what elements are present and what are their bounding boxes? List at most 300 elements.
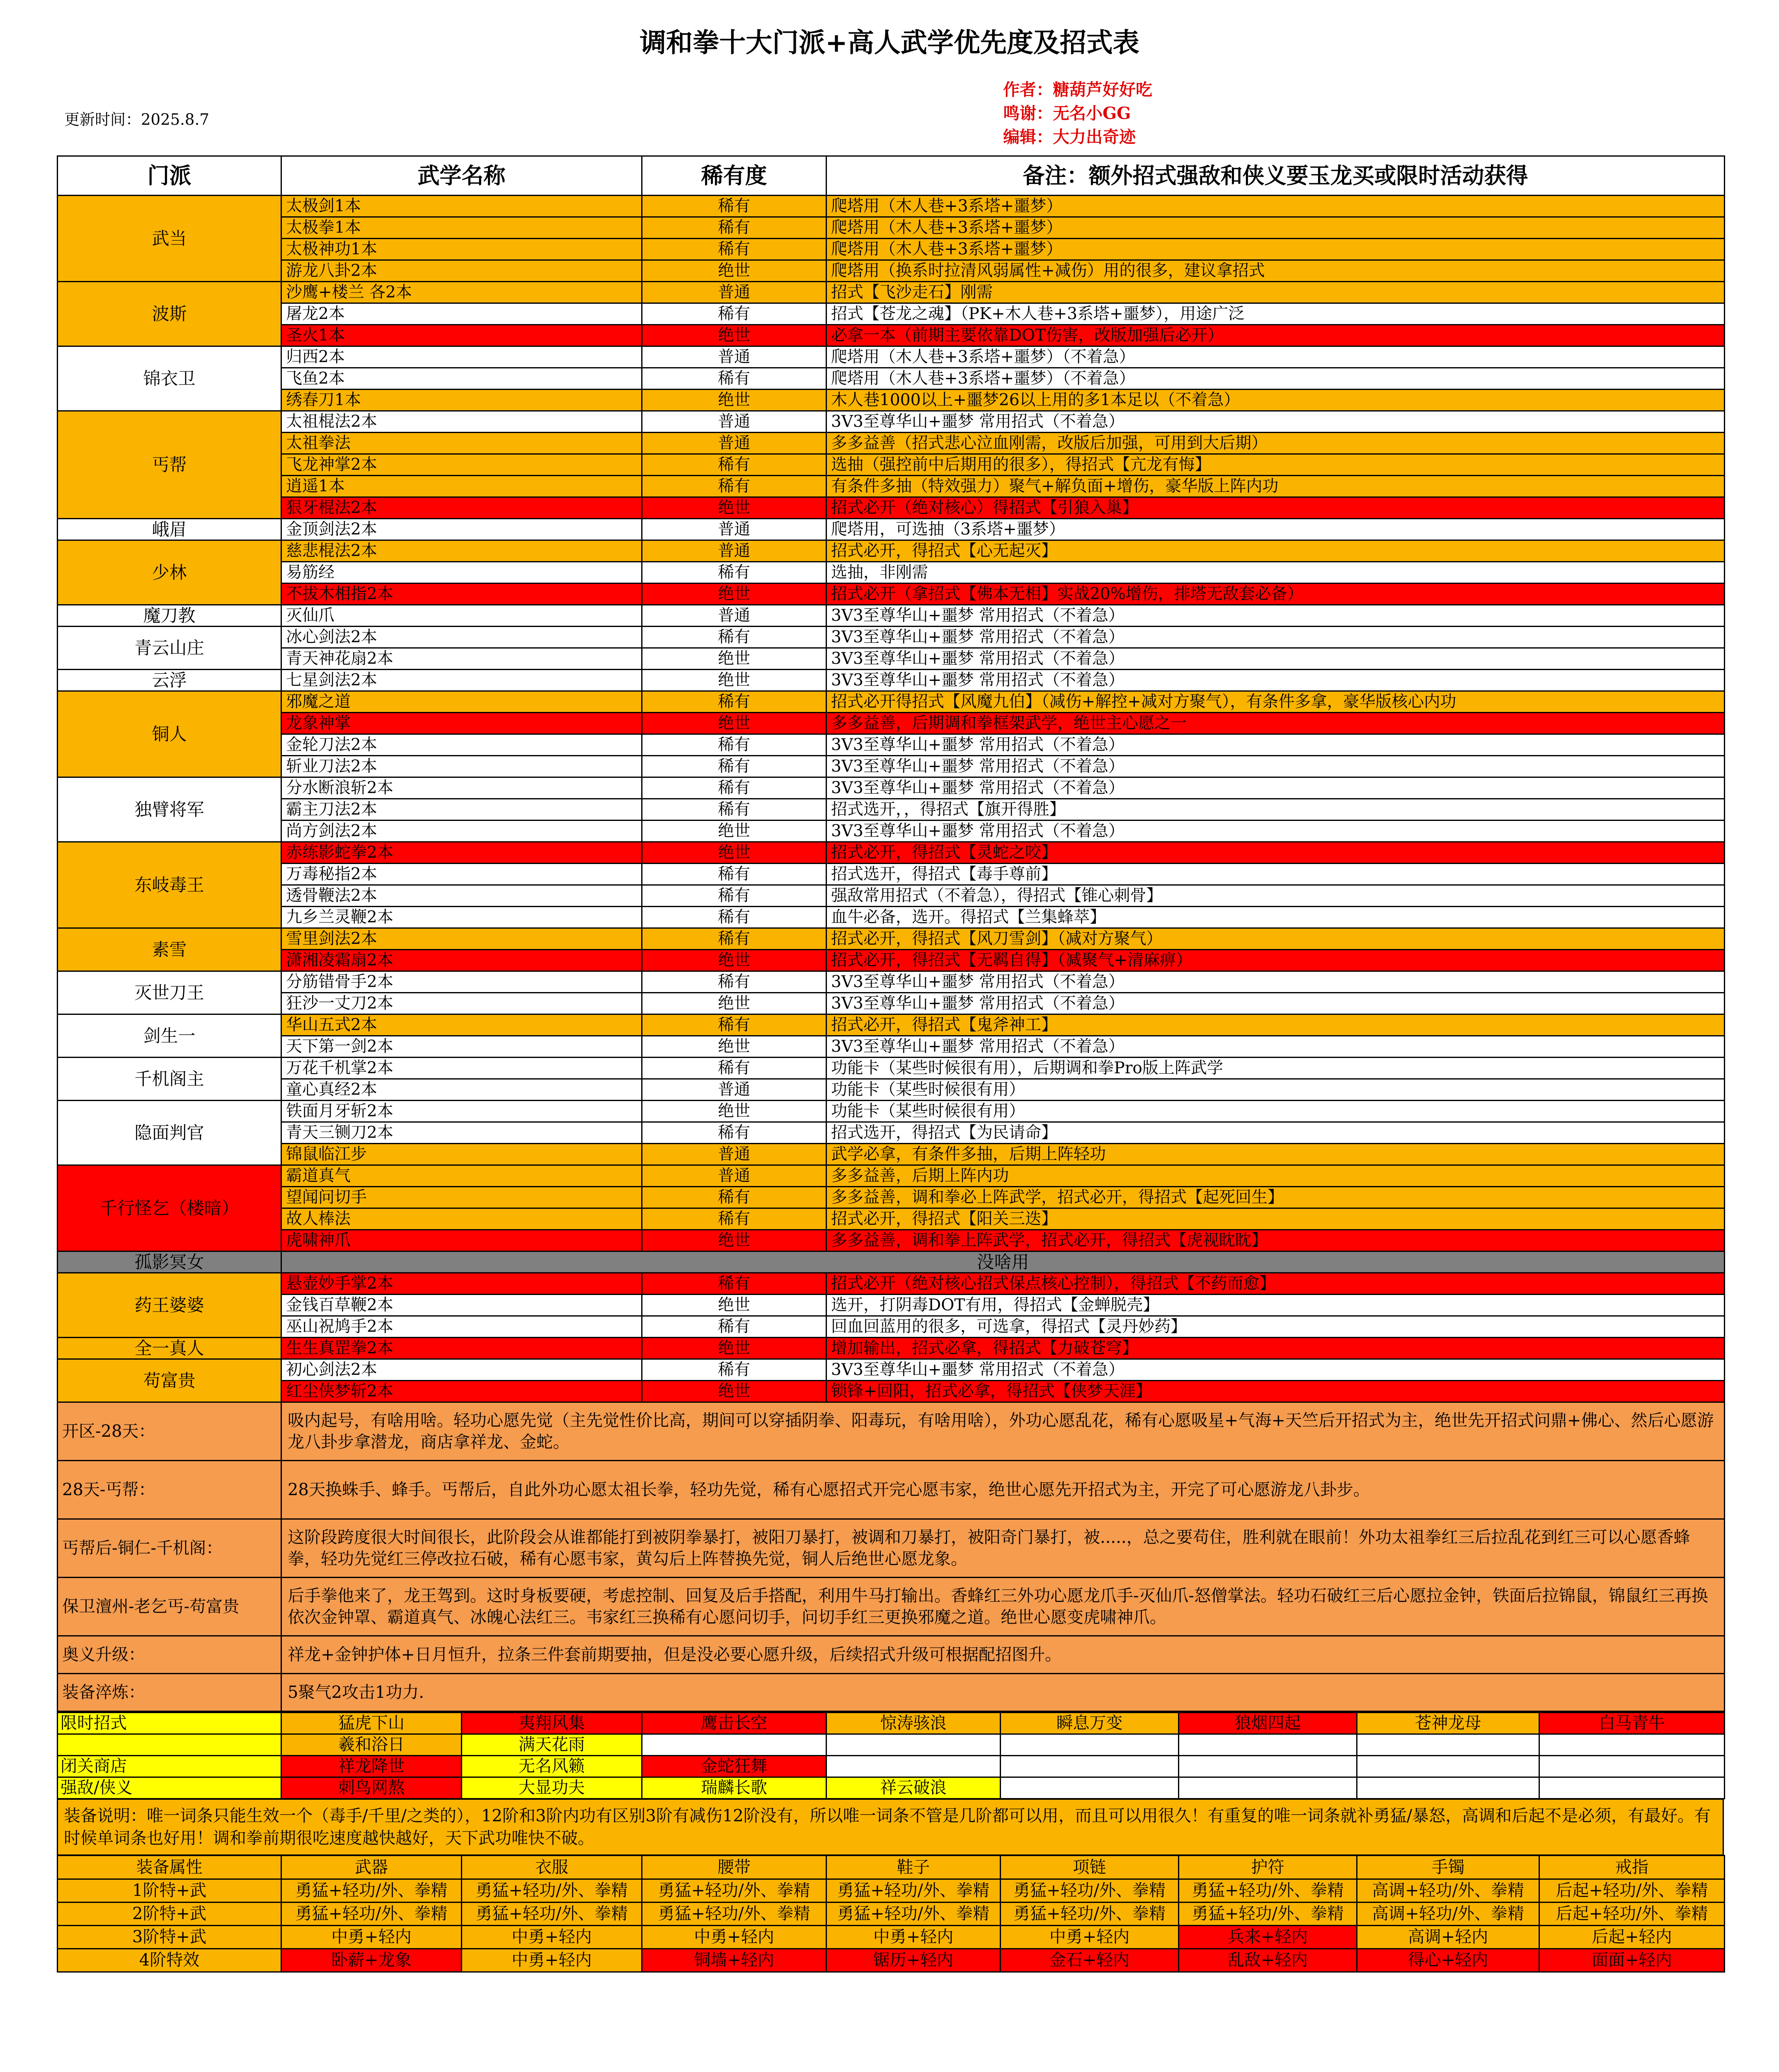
sect-name: 锦衣卫 xyxy=(58,346,281,411)
skill-rarity: 绝世 xyxy=(642,1036,826,1058)
limited-move: 刺鸟网熬 xyxy=(281,1777,462,1799)
strategy-label: 28天-丐帮： xyxy=(58,1461,281,1519)
table-row xyxy=(58,777,1725,799)
skill-note: 选抽，非刚需 xyxy=(826,562,1725,583)
skill-name: 分水断浪斩2本 xyxy=(281,777,642,799)
table-row xyxy=(58,1122,1725,1144)
skill-rarity: 稀有 xyxy=(642,1208,826,1230)
table-row xyxy=(58,368,1725,390)
skill-rarity: 普通 xyxy=(642,1165,826,1187)
limited-row xyxy=(58,1713,1725,1734)
table-row xyxy=(58,1295,1725,1316)
skill-rarity: 稀有 xyxy=(642,734,826,756)
skill-rarity: 稀有 xyxy=(642,239,826,260)
skill-name: 锦鼠临江步 xyxy=(281,1144,642,1165)
table-row xyxy=(58,282,1725,303)
table-row xyxy=(58,907,1725,928)
skill-rarity: 绝世 xyxy=(642,648,826,670)
skill-name: 邪魔之道 xyxy=(281,691,642,713)
skill-rarity: 稀有 xyxy=(642,1058,826,1079)
table-row xyxy=(58,734,1725,756)
sect-name: 少林 xyxy=(58,540,281,605)
skill-name: 不拔木相指2本 xyxy=(281,583,642,605)
table-row xyxy=(58,411,1725,433)
skill-rarity: 稀有 xyxy=(642,907,826,928)
skill-name: 赤练影蛇拳2本 xyxy=(281,842,642,864)
equip-header-slot: 手镯 xyxy=(1357,1856,1539,1879)
equip-affix: 勇猛+轻功/外、拳精 xyxy=(281,1903,462,1926)
strategy-text: 祥龙+金钟护体+日月恒升，拉条三件套前期要抽，但是没必要心愿升级，后续招式升级可根据配招图升。 xyxy=(281,1636,1725,1674)
sect-name: 千机阁主 xyxy=(58,1058,281,1101)
equip-affix: 勇猛+轻功/外、拳精 xyxy=(826,1903,1001,1926)
equip-tier-label: 2阶特+武 xyxy=(58,1903,281,1926)
equip-row xyxy=(58,1949,1725,1972)
skill-note: 3V3至尊华山+噩梦 常用招式（不着急） xyxy=(826,971,1725,993)
equip-header-attr: 装备属性 xyxy=(58,1856,281,1879)
skill-note: 招式必开，得招式【阳关三迭】 xyxy=(826,1208,1725,1230)
equip-table xyxy=(57,1855,1725,1973)
skill-note: 必拿一本（前期主要依靠DOT伤害，改版加强后必开） xyxy=(826,325,1725,346)
skill-name: 潇湘凌霜扇2本 xyxy=(281,950,642,971)
table-row xyxy=(58,885,1725,907)
equip-affix: 勇猛+轻功/外、拳精 xyxy=(1179,1903,1357,1926)
strategy-label: 开区-28天： xyxy=(58,1402,281,1461)
equip-affix: 兵来+轻内 xyxy=(1179,1926,1357,1949)
skill-name: 金轮刀法2本 xyxy=(281,734,642,756)
strategy-text: 吸内起号，有啥用啥。轻功心愿先觉（主先觉性价比高，期间可以穿插阴拳、阳毒玩，有啥用啥），外功心愿乱花，稀有心愿吸星+气海+天竺后开招式为主，绝世先开招式问鼎+佛心、然后心愿游龙八卦步拿潜龙，商店拿祥龙、金蛇。 xyxy=(281,1402,1725,1461)
skill-rarity: 普通 xyxy=(642,346,826,368)
skill-name: 太极神功1本 xyxy=(281,239,642,260)
equip-tier-label: 1阶特+武 xyxy=(58,1879,281,1903)
limited-move: 苍神龙母 xyxy=(1357,1713,1539,1734)
equip-body xyxy=(58,1856,1725,1972)
skill-name: 铁面月牙斩2本 xyxy=(281,1101,642,1122)
table-row xyxy=(58,950,1725,971)
skill-note: 3V3至尊华山+噩梦 常用招式（不着急） xyxy=(826,1036,1725,1058)
limited-move xyxy=(1179,1734,1357,1756)
limited-move xyxy=(1001,1756,1179,1777)
skill-note: 3V3至尊华山+噩梦 常用招式（不着急） xyxy=(826,734,1725,756)
limited-move: 羲和浴日 xyxy=(281,1734,462,1756)
skill-rarity: 稀有 xyxy=(642,885,826,907)
equip-affix: 勇猛+轻功/外、拳精 xyxy=(826,1879,1001,1903)
header-note: 备注：额外招式强敌和侠义要玉龙买或限时活动获得 xyxy=(826,156,1725,196)
skill-rarity: 普通 xyxy=(642,540,826,562)
limited-move: 惊涛骇浪 xyxy=(826,1713,1001,1734)
equip-tier-label: 3阶特+武 xyxy=(58,1926,281,1949)
sect-note: 没啥用 xyxy=(281,1251,1725,1273)
skill-rarity: 稀有 xyxy=(642,1014,826,1036)
skill-rarity: 普通 xyxy=(642,433,826,454)
equip-header-row xyxy=(58,1856,1725,1879)
strategy-label: 奥义升级： xyxy=(58,1636,281,1674)
limited-move: 瞬息万变 xyxy=(1001,1713,1179,1734)
skill-note: 爬塔用（木人巷+3系塔+噩梦） xyxy=(826,196,1725,217)
table-row xyxy=(58,433,1725,454)
sect-name: 峨眉 xyxy=(58,519,281,540)
skill-rarity: 稀有 xyxy=(642,928,826,950)
skill-note: 有条件多抽（特效强力）聚气+解负面+增伤，豪华版上阵内功 xyxy=(826,476,1725,497)
table-row xyxy=(58,562,1725,583)
equip-affix: 后起+轻内 xyxy=(1539,1926,1725,1949)
limited-move: 鹰击长空 xyxy=(642,1713,826,1734)
skill-name: 霸主刀法2本 xyxy=(281,799,642,821)
skill-rarity: 普通 xyxy=(642,605,826,627)
table-row xyxy=(58,864,1725,885)
sect-name: 千行怪乞（楼暗） xyxy=(58,1165,281,1251)
strategy-row xyxy=(58,1636,1725,1674)
table-row xyxy=(58,1014,1725,1036)
skill-name: 青天神花扇2本 xyxy=(281,648,642,670)
skill-name: 金钱百草鞭2本 xyxy=(281,1295,642,1316)
credits xyxy=(1003,78,1152,149)
equip-affix: 后起+轻功/外、拳精 xyxy=(1539,1879,1725,1903)
skill-rarity: 绝世 xyxy=(642,260,826,282)
sect-name: 隐面判官 xyxy=(58,1101,281,1165)
limited-move: 狼烟四起 xyxy=(1179,1713,1357,1734)
skill-rarity: 稀有 xyxy=(642,1359,826,1381)
limited-label: 强敌/侠义 xyxy=(58,1777,281,1799)
skill-rarity: 稀有 xyxy=(642,864,826,885)
equip-header-slot: 衣服 xyxy=(462,1856,642,1879)
header-sect: 门派 xyxy=(58,156,281,196)
strategy-row xyxy=(58,1519,1725,1578)
equip-affix: 高调+轻功/外、拳精 xyxy=(1357,1903,1539,1926)
skill-name: 灭仙爪 xyxy=(281,605,642,627)
skill-note: 功能卡（某些时候很有用），后期调和拳Pro版上阵武学 xyxy=(826,1058,1725,1079)
table-row xyxy=(58,971,1725,993)
sect-name: 波斯 xyxy=(58,282,281,346)
limited-move xyxy=(1001,1777,1179,1799)
table-row xyxy=(58,1381,1725,1402)
skill-note: 功能卡（某些时候很有用） xyxy=(826,1079,1725,1101)
equip-header-slot: 护符 xyxy=(1179,1856,1357,1879)
skill-rarity: 稀有 xyxy=(642,217,826,239)
skill-name: 飞龙神掌2本 xyxy=(281,454,642,476)
sect-name: 独臂将军 xyxy=(58,777,281,842)
skill-note: 爬塔用，可选抽（3系塔+噩梦） xyxy=(826,519,1725,540)
limited-row xyxy=(58,1777,1725,1799)
skill-rarity: 稀有 xyxy=(642,562,826,583)
strategy-row xyxy=(58,1674,1725,1711)
credit-thanks: 鸣谢：无名小GG xyxy=(1003,104,1131,123)
equip-affix: 中勇+轻内 xyxy=(1001,1926,1179,1949)
table-body xyxy=(58,196,1725,1711)
table-row xyxy=(58,756,1725,777)
skill-note: 招式选开，，得招式【旗开得胜】 xyxy=(826,799,1725,821)
skill-name: 九乡兰灵鞭2本 xyxy=(281,907,642,928)
table-header-row xyxy=(58,156,1725,196)
table-row xyxy=(58,497,1725,519)
skill-name: 太祖棍法2本 xyxy=(281,411,642,433)
skill-name: 万花千机掌2本 xyxy=(281,1058,642,1079)
skill-name: 斩业刀法2本 xyxy=(281,756,642,777)
skill-rarity: 绝世 xyxy=(642,1338,826,1359)
skill-note: 血牛必备，选开。得招式【兰集蜂萃】 xyxy=(826,907,1725,928)
skill-name: 太极剑1本 xyxy=(281,196,642,217)
limited-moves-body xyxy=(58,1713,1725,1799)
skill-rarity: 稀有 xyxy=(642,1187,826,1208)
skill-rarity: 稀有 xyxy=(642,368,826,390)
table-row xyxy=(58,713,1725,734)
skill-name: 慈悲棍法2本 xyxy=(281,540,642,562)
skill-note: 爬塔用（木人巷+3系塔+噩梦） xyxy=(826,217,1725,239)
strategy-row xyxy=(58,1402,1725,1461)
table-row xyxy=(58,1165,1725,1187)
limited-move xyxy=(826,1756,1001,1777)
limited-move xyxy=(826,1734,1001,1756)
limited-move: 猛虎下山 xyxy=(281,1713,462,1734)
skill-rarity: 稀有 xyxy=(642,454,826,476)
sect-name: 云浮 xyxy=(58,670,281,691)
skill-note: 招式【飞沙走石】刚需 xyxy=(826,282,1725,303)
equip-affix: 后起+轻功/外、拳精 xyxy=(1539,1903,1725,1926)
limited-label xyxy=(58,1734,281,1756)
skill-note: 3V3至尊华山+噩梦 常用招式（不着急） xyxy=(826,411,1725,433)
equip-affix: 中勇+轻内 xyxy=(462,1949,642,1972)
skill-note: 招式必开，得招式【风刀雪剑】（减对方聚气） xyxy=(826,928,1725,950)
skill-rarity: 稀有 xyxy=(642,1273,826,1295)
skill-name: 太极拳1本 xyxy=(281,217,642,239)
skill-note: 增加输出，招式必拿，得招式【力破苍穹】 xyxy=(826,1338,1725,1359)
skill-name: 龙象神掌 xyxy=(281,713,642,734)
equip-row xyxy=(58,1879,1725,1903)
equip-affix: 面面+轻内 xyxy=(1539,1949,1725,1972)
skill-name: 七星剑法2本 xyxy=(281,670,642,691)
equip-affix: 中勇+轻内 xyxy=(826,1926,1001,1949)
skill-name: 屠龙2本 xyxy=(281,303,642,325)
skill-name: 红尘侠梦斩2本 xyxy=(281,1381,642,1402)
skill-name: 虎啸神爪 xyxy=(281,1230,642,1251)
equip-header-slot: 戒指 xyxy=(1539,1856,1725,1879)
table-row xyxy=(58,648,1725,670)
skill-name: 金顶剑法2本 xyxy=(281,519,642,540)
skill-name: 游龙八卦2本 xyxy=(281,260,642,282)
sect-name: 灭世刀王 xyxy=(58,971,281,1014)
limited-row xyxy=(58,1756,1725,1777)
limited-move xyxy=(642,1734,826,1756)
skill-name: 天下第一剑2本 xyxy=(281,1036,642,1058)
skill-name: 易筋经 xyxy=(281,562,642,583)
skill-name: 童心真经2本 xyxy=(281,1079,642,1101)
limited-move: 满天花雨 xyxy=(462,1734,642,1756)
skill-rarity: 普通 xyxy=(642,282,826,303)
skill-rarity: 绝世 xyxy=(642,1101,826,1122)
equip-affix: 中勇+轻内 xyxy=(281,1926,462,1949)
limited-row xyxy=(58,1734,1725,1756)
table-row xyxy=(58,1230,1725,1251)
skill-note: 招式选开，得招式【为民请命】 xyxy=(826,1122,1725,1144)
equip-row xyxy=(58,1926,1725,1949)
skill-name: 逍遥1本 xyxy=(281,476,642,497)
table-row xyxy=(58,1101,1725,1122)
skill-note: 爬塔用（木人巷+3系塔+噩梦）（不着急） xyxy=(826,368,1725,390)
skill-rarity: 稀有 xyxy=(642,1316,826,1338)
skill-name: 生生真罡拳2本 xyxy=(281,1338,642,1359)
skill-rarity: 绝世 xyxy=(642,1230,826,1251)
skill-note: 3V3至尊华山+噩梦 常用招式（不着急） xyxy=(826,670,1725,691)
skill-name: 霸道真气 xyxy=(281,1165,642,1187)
skill-name: 分筋错骨手2本 xyxy=(281,971,642,993)
limited-move xyxy=(1001,1734,1179,1756)
skill-name: 狂沙一丈刀2本 xyxy=(281,993,642,1014)
strategy-text: 28天换蛛手、蜂手。丐帮后，自此外功心愿太祖长拳，轻功先觉，稀有心愿招式开完心愿韦家，绝世心愿先开招式为主，开完了可心愿游龙八卦步。 xyxy=(281,1461,1725,1519)
skill-note: 爬塔用（木人巷+3系塔+噩梦） xyxy=(826,239,1725,260)
limited-move xyxy=(1357,1777,1539,1799)
table-row xyxy=(58,303,1725,325)
skill-note: 招式必开，得招式【灵蛇之咬】 xyxy=(826,842,1725,864)
skill-rarity: 普通 xyxy=(642,1079,826,1101)
sect-name: 魔刀教 xyxy=(58,605,281,627)
limited-move xyxy=(1539,1777,1725,1799)
limited-label: 限时招式 xyxy=(58,1713,281,1734)
strategy-row xyxy=(58,1578,1725,1636)
skill-rarity: 绝世 xyxy=(642,993,826,1014)
strategy-text: 5聚气2攻击1功力. xyxy=(281,1674,1725,1711)
skill-note: 3V3至尊华山+噩梦 常用招式（不着急） xyxy=(826,1359,1725,1381)
equip-affix: 卧薪+龙象 xyxy=(281,1949,462,1972)
equip-affix: 得心+轻内 xyxy=(1357,1949,1539,1972)
skill-note: 3V3至尊华山+噩梦 常用招式（不着急） xyxy=(826,648,1725,670)
limited-move: 夷翔风集 xyxy=(462,1713,642,1734)
limited-move xyxy=(1179,1756,1357,1777)
skill-name: 巫山祝鸠手2本 xyxy=(281,1316,642,1338)
skill-rarity: 稀有 xyxy=(642,756,826,777)
table-row xyxy=(58,1058,1725,1079)
table-row xyxy=(58,1316,1725,1338)
skill-note: 回血回蓝用的很多，可选拿，得招式【灵丹妙药】 xyxy=(826,1316,1725,1338)
skill-name: 故人棒法 xyxy=(281,1208,642,1230)
skill-note: 3V3至尊华山+噩梦 常用招式（不着急） xyxy=(826,993,1725,1014)
skill-rarity: 绝世 xyxy=(642,713,826,734)
skill-note: 选抽（强控前中后期用的很多），得招式【亢龙有悔】 xyxy=(826,454,1725,476)
sect-name: 全一真人 xyxy=(58,1338,281,1359)
skill-note: 多多益善，后期调和拳框架武学，绝世主心愿之一 xyxy=(826,713,1725,734)
equip-affix: 铜墙+轻内 xyxy=(642,1949,826,1972)
limited-move xyxy=(1357,1756,1539,1777)
table-row xyxy=(58,691,1725,713)
skill-note: 招式必开，得招式【无羁自得】（减聚气+清麻痹） xyxy=(826,950,1725,971)
skill-rarity: 稀有 xyxy=(642,303,826,325)
limited-move xyxy=(1539,1734,1725,1756)
table-row xyxy=(58,1036,1725,1058)
skill-rarity: 绝世 xyxy=(642,950,826,971)
equip-affix: 勇猛+轻功/外、拳精 xyxy=(1001,1903,1179,1926)
skill-note: 3V3至尊华山+噩梦 常用招式（不着急） xyxy=(826,777,1725,799)
skill-rarity: 绝世 xyxy=(642,821,826,842)
equip-header-slot: 武器 xyxy=(281,1856,462,1879)
equip-affix: 勇猛+轻功/外、拳精 xyxy=(642,1879,826,1903)
skill-note: 木人巷1000以上+噩梦26以上用的多1本足以（不着急） xyxy=(826,390,1725,411)
equip-affix: 中勇+轻内 xyxy=(642,1926,826,1949)
skill-note: 3V3至尊华山+噩梦 常用招式（不着急） xyxy=(826,756,1725,777)
skill-rarity: 普通 xyxy=(642,411,826,433)
sect-name: 青云山庄 xyxy=(58,627,281,670)
table-row xyxy=(58,627,1725,648)
limited-label: 闭关商店 xyxy=(58,1756,281,1777)
equip-affix: 中勇+轻内 xyxy=(462,1926,642,1949)
skill-rarity: 稀有 xyxy=(642,196,826,217)
skill-note: 强敌常用招式（不着急），得招式【锥心刺骨】 xyxy=(826,885,1725,907)
table-row xyxy=(58,993,1725,1014)
table-row xyxy=(58,1187,1725,1208)
equip-note: 装备说明：唯一词条只能生效一个（毒手/千里/之类的），12阶和3阶内功有区别3阶有减伤12阶没有，所以唯一词条不管是几阶都可以用，而且可以用很久！有重复的唯一词条就补勇猛/暴怒，高调和后起不是必须，有最好。有时候单词条也好用！调和拳前期很吃速度越快越好，天下武功唯快不破。 xyxy=(57,1798,1724,1856)
skill-name: 尚方剑法2本 xyxy=(281,821,642,842)
update-time: 更新时间：2025.8.7 xyxy=(64,111,209,128)
skill-rarity: 绝世 xyxy=(642,842,826,864)
table-row xyxy=(58,239,1725,260)
limited-move xyxy=(1539,1756,1725,1777)
credit-author: 作者：糖葫芦好好吃 xyxy=(1003,80,1152,99)
skill-note: 招式必开（绝对核心）得招式【引狼入巢】 xyxy=(826,497,1725,519)
skill-name: 飞鱼2本 xyxy=(281,368,642,390)
header-rarity: 稀有度 xyxy=(642,156,826,196)
strategy-row xyxy=(58,1461,1725,1519)
skill-note: 招式必开（拿招式【佛本无相】实战20%增伤，排塔无敌套必备） xyxy=(826,583,1725,605)
table-row xyxy=(58,799,1725,821)
equip-affix: 勇猛+轻功/外、拳精 xyxy=(462,1903,642,1926)
sect-name: 药王婆婆 xyxy=(58,1273,281,1338)
strategy-label: 保卫澶州-老乞丐-苟富贵 xyxy=(58,1578,281,1636)
table-row xyxy=(58,1338,1725,1359)
skill-rarity: 绝世 xyxy=(642,325,826,346)
skill-note: 3V3至尊华山+噩梦 常用招式（不着急） xyxy=(826,605,1725,627)
martial-arts-table xyxy=(57,155,1725,1712)
skill-name: 太祖拳法 xyxy=(281,433,642,454)
equip-affix: 锯历+轻内 xyxy=(826,1949,1001,1972)
sect-name: 苟富贵 xyxy=(58,1359,281,1402)
skill-name: 万毒秘指2本 xyxy=(281,864,642,885)
limited-move: 大显功夫 xyxy=(462,1777,642,1799)
table-row xyxy=(58,540,1725,562)
skill-name: 圣火1本 xyxy=(281,325,642,346)
skill-name: 透骨鞭法2本 xyxy=(281,885,642,907)
table-row xyxy=(58,519,1725,540)
table-row xyxy=(58,605,1725,627)
limited-move xyxy=(1179,1777,1357,1799)
equip-header-slot: 项链 xyxy=(1001,1856,1179,1879)
table-row xyxy=(58,1273,1725,1295)
table-row xyxy=(58,670,1725,691)
equip-affix: 乱敌+轻内 xyxy=(1179,1949,1357,1972)
skill-rarity: 绝世 xyxy=(642,390,826,411)
skill-note: 招式选开，得招式【毒手尊前】 xyxy=(826,864,1725,885)
skill-name: 狠牙棍法2本 xyxy=(281,497,642,519)
skill-name: 归西2本 xyxy=(281,346,642,368)
table-row xyxy=(58,821,1725,842)
skill-rarity: 普通 xyxy=(642,1144,826,1165)
skill-rarity: 绝世 xyxy=(642,1295,826,1316)
skill-rarity: 普通 xyxy=(642,519,826,540)
equip-affix: 勇猛+轻功/外、拳精 xyxy=(642,1903,826,1926)
limited-move xyxy=(1357,1734,1539,1756)
equip-header-slot: 鞋子 xyxy=(826,1856,1001,1879)
sect-name: 铜人 xyxy=(58,691,281,777)
equip-header-slot: 腰带 xyxy=(642,1856,826,1879)
table-row xyxy=(58,1144,1725,1165)
skill-note: 招式必开得招式【风魔九伯】（减伤+解控+减对方聚气），有条件多拿，豪华版核心内功 xyxy=(826,691,1725,713)
table-row xyxy=(58,476,1725,497)
skill-rarity: 稀有 xyxy=(642,799,826,821)
skill-name: 望闻问切手 xyxy=(281,1187,642,1208)
skill-rarity: 稀有 xyxy=(642,971,826,993)
sect-name: 丐帮 xyxy=(58,411,281,519)
page-title: 调和拳十大门派+高人武学优先度及招式表 xyxy=(640,27,1139,58)
skill-note: 爬塔用（换系时拉清风弱属性+减伤）用的很多，建议拿招式 xyxy=(826,260,1725,282)
skill-note: 3V3至尊华山+噩梦 常用招式（不着急） xyxy=(826,821,1725,842)
skill-note: 爬塔用（木人巷+3系塔+噩梦）（不着急） xyxy=(826,346,1725,368)
table-row xyxy=(58,842,1725,864)
